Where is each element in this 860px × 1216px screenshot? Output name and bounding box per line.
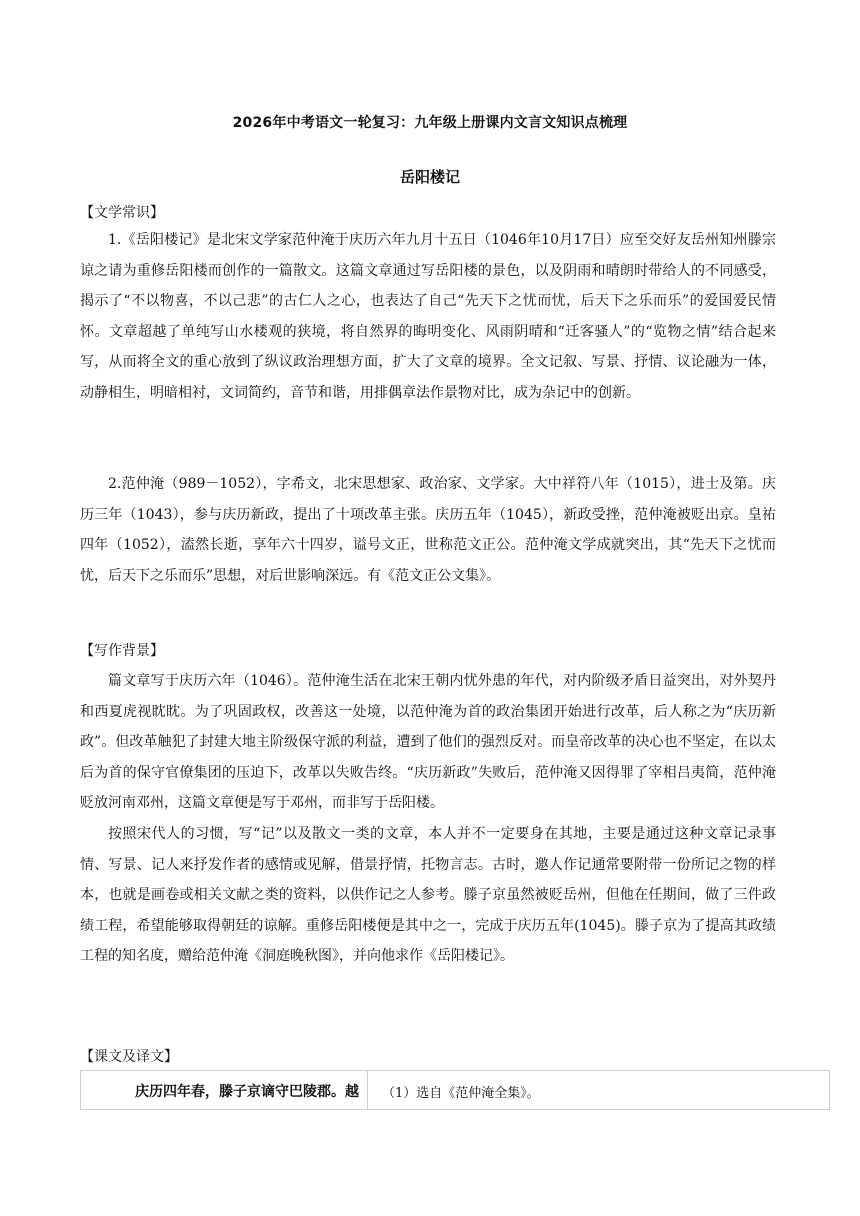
- document-title: 2026年中考语文一轮复习：九年级上册课内文言文知识点梳理: [232, 115, 628, 131]
- table-cell-original-text: 庆历四年春，滕子京谪守巴陵郡。越: [81, 1071, 368, 1109]
- background-paragraph-2: 按照宋代人的习惯，写“记”以及散文一类的文章，本人并不一定要身在其地，主要是通过这种文章记录事情、写景、记人来抒发作者的感情或见解，借景抒情，托物言志。古时，邀人作记通常要附带一份所记之物的样本，也就是画卷或相关文献之类的资料，以供作记之人参考。滕子京虽然被贬岳州，但他在任期间，做了三件政绩工程，希望能够取得朝廷的谅解。重修岳阳楼便是其中之一，完成于庆历五年(1045)。滕子京为了提高其政绩工程的知名度，赠给范仲淹《洞庭晚秋图》，并向他求作《岳阳楼记》。: [80, 826, 776, 965]
- section-heading-background: 【写作背景】: [80, 643, 164, 659]
- essay-title: 岳阳楼记: [399, 168, 460, 186]
- section-heading-literature: 【文学常识】: [80, 205, 164, 221]
- table-cell-annotation: （1）选自《范仲淹全集》。: [382, 1086, 540, 1101]
- background-paragraph-1: 篇文章写于庆历六年（1046）。范仲淹生活在北宋王朝内忧外患的年代，对内阶级矛盾日益突出，对外契丹和西夏虎视眈眈。为了巩固政权，改善这一处境，以范仲淹为首的政治集团开始进行改革，后人称之为“庆历新政”。但改革触犯了封建大地主阶级保守派的利益，遭到了他们的强烈反对。而皇帝改革的决心也不坚定，在以太后为首的保守官僚集团的压迫下，改革以失败告终。“庆历新政”失败后，范仲淹又因得罪了宰相吕夷简，范仲淹贬放河南邓州，这篇文章便是写于邓州，而非写于岳阳楼。: [80, 673, 776, 812]
- section-heading-text: 【课文及译文】: [80, 1049, 178, 1065]
- literature-paragraph-1: 1.《岳阳楼记》是北宋文学家范仲淹于庆历六年九月十五日（1046年10月17日）应至交好友岳州知州滕宗谅之请为重修岳阳楼而创作的一篇散文。这篇文章通过写岳阳楼的景色，以及阴雨和晴朗时带给人的不同感受，揭示了“不以物喜，不以己悲”的古仁人之心，也表达了自己“先天下之忧而忧，后天下之乐而乐”的爱国爱民情怀。文章超越了单纯写山水楼观的狭境，将自然界的晦明变化、风雨阴晴和“迁客骚人”的“览物之情”结合起来写，从而将全文的重心放到了纵议政治理想方面，扩大了文章的境界。全文记叙、写景、抒情、议论融为一体，动静相生，明暗相衬，文词简约，音节和谐，用排偶章法作景物对比，成为杂记中的创新。: [80, 232, 776, 401]
- text-translation-table: [80, 1070, 830, 1110]
- literature-paragraph-2: 2.范仲淹（989－1052），字希文，北宋思想家、政治家、文学家。大中祥符八年（1015），进士及第。庆历三年（1043），参与庆历新政，提出了十项改革主张。庆历五年（1045），新政受挫，范仲淹被贬出京。皇祐四年（1052），溘然长逝，享年六十四岁，谥号文正，世称范文正公。范仲淹文学成就突出，其“先天下之忧而忧，后天下之乐而乐”思想，对后世影响深远。有《范文正公文集》。: [80, 476, 776, 584]
